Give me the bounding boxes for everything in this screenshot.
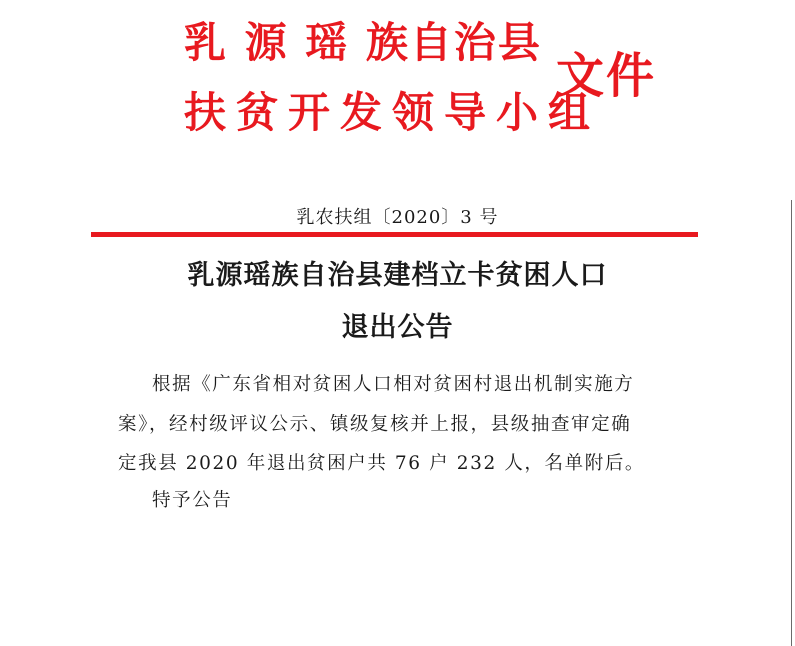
header-org-line-1: 乳 源 瑶 族自治县: [184, 18, 542, 67]
body-line-1: 根据《广东省相对贫困人口相对贫困村退出机制实施方: [152, 374, 635, 395]
body-line-3: 定我县 2020 年退出贫困户共 76 户 232 人，名单附后。: [118, 453, 646, 474]
document-number: 乳农扶组〔2020〕3 号: [296, 207, 499, 228]
closing-line: 特予公告: [152, 490, 233, 511]
header-org-line-2: 扶贫开发领导小组: [184, 88, 601, 137]
title-line-1: 乳源瑶族自治县建档立卡贫困人口: [187, 260, 608, 291]
title-line-2: 退出公告: [341, 312, 454, 343]
scan-edge-line: [791, 200, 792, 646]
header-suffix: 文件: [556, 48, 657, 104]
body-line-2: 案》，经村级评议公示、镇级复核并上报，县级抽查审定确: [118, 414, 632, 435]
header-divider: [91, 232, 698, 237]
